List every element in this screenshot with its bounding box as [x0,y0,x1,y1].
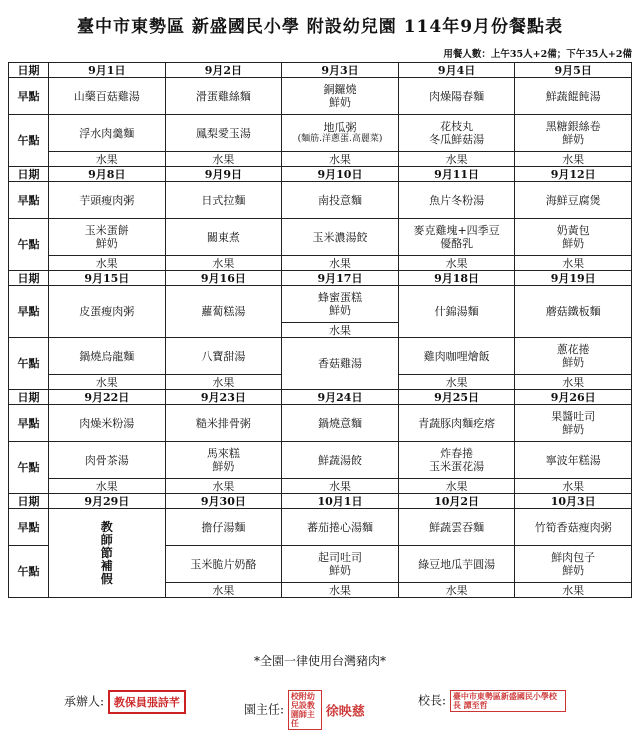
morning-item [515,405,632,442]
lunch-item-line: 奶黃包 [556,224,590,237]
date-cell: 9月1日 [49,63,166,78]
lunch-item [49,219,166,256]
morning-row [9,286,632,323]
morning-item-line: 南投意麵 [317,193,362,207]
morning-item-line: 皮蛋瘦肉粥 [79,305,135,318]
lunch-item-line: 綠豆地瓜芋圓湯 [418,557,496,571]
fruit-cell: 水果 [515,583,632,598]
lunch-row [9,338,632,375]
fruit-cell: 水果 [49,152,166,167]
row-label: 早點 [9,509,49,546]
date-cell: 9月12日 [515,167,632,182]
holiday-char: 師 [100,532,113,547]
holiday-char: 補 [100,558,113,573]
menu-table [8,62,632,598]
date-cell: 9月19日 [515,271,632,286]
lunch-item-line: 鮮奶 [562,133,585,146]
fruit-cell: 水果 [282,583,399,598]
morning-item [282,405,399,442]
fruit-cell: 水果 [49,479,166,494]
date-cell: 9月24日 [282,390,399,405]
lunch-item [282,546,399,583]
row-label: 午點 [9,115,49,167]
lunch-item-line: 玉米濃湯餃 [312,230,368,244]
lunch-item [515,115,632,152]
handler-label: 承辦人: [64,694,105,709]
morning-item [282,286,399,323]
morning-item-line: 肉燥陽春麵 [429,89,485,103]
fruit-cell: 水果 [398,256,515,271]
morning-item [282,182,399,219]
lunch-item [282,338,399,390]
date-cell: 9月3日 [282,63,399,78]
fruit-cell: 水果 [165,375,282,390]
lunch-item [165,338,282,375]
morning-item-line: 蕃茄捲心湯麵 [306,520,373,534]
fruit-cell: 水果 [398,375,515,390]
lunch-item [515,338,632,375]
lunch-item-line: 起司吐司 [317,551,362,564]
date-row [9,271,632,286]
row-label: 日期 [9,167,49,182]
diners-count: 用餐人數：上午35人+2備；下午35人+2備 [443,49,632,60]
row-label: 午點 [9,546,49,598]
morning-item-line: 蜂蜜蛋糕 [317,291,362,304]
pork-note: *全園一律使用台灣豬肉* [253,654,386,668]
morning-item-line: 蘑菇鐵板麵 [545,305,601,318]
morning-item-line: 蘿蔔糕湯 [201,305,246,318]
morning-item [398,509,515,546]
document-title: 臺中市東勢區 新盛國民小學 附設幼兒園 114年9月份餐點表 [76,17,564,37]
morning-item [398,182,515,219]
morning-item [398,405,515,442]
lunch-item-line: 玉米蛋花湯 [429,460,485,473]
lunch-item-line: 麥克雞塊+四季豆 [413,224,500,237]
fruit-cell: 水果 [49,256,166,271]
lunch-item-line: 黑糖銀絲卷 [545,120,601,133]
lunch-row [9,442,632,479]
lunch-item [515,442,632,479]
director-label: 園主任: [244,702,285,717]
lunch-item [515,546,632,583]
lunch-item-line: 鮮奶 [212,460,235,473]
lunch-item-line: 鮮蔬湯餃 [317,453,362,467]
lunch-item-line: 鮮奶 [95,237,118,250]
lunch-item-line: 香菇雞湯 [317,357,362,370]
lunch-item [282,442,399,479]
lunch-item-line: 玉米脆片奶酪 [190,557,257,571]
date-cell: 9月22日 [49,390,166,405]
lunch-item-line: 肉骨茶湯 [84,453,129,467]
morning-item [49,78,166,115]
morning-item [515,509,632,546]
date-cell: 10月2日 [398,494,515,509]
row-label: 日期 [9,63,49,78]
morning-item [165,286,282,338]
date-cell: 9月15日 [49,271,166,286]
date-cell: 9月10日 [282,167,399,182]
morning-item [49,405,166,442]
lunch-item-line: 花枝丸 [440,120,474,133]
morning-item-line: 鮮奶 [328,96,351,109]
fruit-cell: 水果 [282,323,399,338]
morning-item-line: 魚片冬粉湯 [429,193,485,207]
morning-item-line: 鍋燒意麵 [317,416,362,430]
director-stamp-name: 徐映慈 [325,704,365,720]
principal-signature [418,690,566,712]
lunch-item-line: 鮮奶 [328,564,351,577]
date-cell: 9月17日 [282,271,399,286]
date-cell: 9月9日 [165,167,282,182]
morning-item [515,78,632,115]
lunch-item-line: 鮮奶 [562,237,585,250]
date-cell: 9月2日 [165,63,282,78]
lunch-item-line: 鮮奶 [562,564,585,577]
date-cell: 9月29日 [49,494,166,509]
lunch-item-line: 鮮肉包子 [551,551,596,564]
lunch-item-line: 炸春捲 [440,447,474,460]
lunch-item-line: 鍋燒烏龍麵 [79,349,135,363]
principal-stamp: 臺中市東勢區新盛國民小學校長 譚至哲 [450,690,566,712]
morning-item-line: 糙米排骨粥 [195,416,251,430]
lunch-item [165,219,282,256]
morning-item [165,182,282,219]
lunch-item [165,442,282,479]
lunch-item [398,338,515,375]
morning-row [9,78,632,115]
lunch-item [398,115,515,152]
lunch-item-line: 寧波年糕湯 [545,453,601,467]
fruit-row [9,256,632,271]
fruit-cell: 水果 [282,256,399,271]
morning-item-line: 鮮蔬雲吞麵 [429,520,485,534]
holiday-char: 假 [100,571,113,586]
lunch-item-line: 優酪乳 [440,237,474,250]
morning-item-line: 果醬吐司 [551,410,596,423]
date-row [9,63,632,78]
lunch-item [398,546,515,583]
morning-item [282,78,399,115]
holiday-char: 教 [100,519,113,534]
date-cell: 10月1日 [282,494,399,509]
date-row [9,167,632,182]
morning-item [49,182,166,219]
morning-item-line: 鮮奶 [562,423,585,436]
director-signature [244,690,365,730]
fruit-cell: 水果 [49,375,166,390]
date-row [9,390,632,405]
fruit-cell: 水果 [165,479,282,494]
lunch-item-line: (麵筋.洋蔥蛋.高麗菜) [297,134,383,144]
morning-item-line: 擔仔湯麵 [201,520,246,534]
lunch-item-line: 浮水肉羹麵 [79,126,135,140]
teachers-day-holiday [49,509,166,598]
row-label: 早點 [9,78,49,115]
morning-item-line: 山藥百菇雞湯 [73,89,140,103]
date-cell: 9月4日 [398,63,515,78]
lunch-item-line: 地瓜粥 [323,121,357,134]
row-label: 日期 [9,390,49,405]
fruit-cell: 水果 [398,583,515,598]
fruit-row [9,152,632,167]
morning-row [9,405,632,442]
holiday-char: 節 [100,545,113,560]
row-label: 早點 [9,182,49,219]
morning-item-line: 日式拉麵 [201,193,246,207]
director-stamp-small: 校附幼兒設教園師主任 [288,690,322,730]
lunch-item [515,219,632,256]
handler-stamp: 教保員張詩芊 [108,690,186,714]
lunch-item-line: 鮮奶 [562,356,585,369]
morning-item [515,182,632,219]
lunch-item [282,219,399,256]
principal-label: 校長: [418,693,447,708]
fruit-cell: 水果 [398,152,515,167]
fruit-row [9,479,632,494]
row-label: 午點 [9,219,49,271]
date-cell: 9月16日 [165,271,282,286]
morning-item [49,286,166,338]
lunch-item-line: 玉米蛋餅 [84,224,129,237]
fruit-cell: 水果 [282,152,399,167]
morning-item-line: 芋頭瘦肉粥 [79,193,135,207]
date-cell: 9月8日 [49,167,166,182]
morning-item [165,509,282,546]
date-cell: 9月30日 [165,494,282,509]
fruit-cell: 水果 [165,152,282,167]
handler-signature [64,690,186,714]
fruit-cell: 水果 [515,375,632,390]
morning-item-line: 什錦湯麵 [434,305,479,318]
date-cell: 9月18日 [398,271,515,286]
lunch-item [165,115,282,152]
row-label: 早點 [9,405,49,442]
morning-item [165,78,282,115]
lunch-item-line: 雞肉咖哩燴飯 [423,349,490,363]
date-cell: 9月5日 [515,63,632,78]
morning-item [515,286,632,338]
lunch-row [9,115,632,152]
morning-item [398,78,515,115]
morning-item-line: 肉燥米粉湯 [79,416,135,430]
fruit-cell: 水果 [165,583,282,598]
lunch-item-line: 馬來糕 [206,447,240,460]
lunch-item [398,442,515,479]
date-cell: 10月3日 [515,494,632,509]
date-cell: 9月11日 [398,167,515,182]
morning-item-line: 銅鑼燒 [323,83,357,96]
morning-item [398,286,515,338]
lunch-item-line: 冬瓜鮮菇湯 [429,133,485,146]
morning-item-line: 滑蛋雞絲麵 [195,89,251,103]
row-label: 午點 [9,338,49,390]
morning-item-line: 鮮蔬餛飩湯 [545,89,601,103]
lunch-item [49,442,166,479]
lunch-item-line: 鳳梨愛玉湯 [195,126,251,140]
morning-item-line: 竹筍香菇瘦肉粥 [534,520,612,534]
fruit-cell: 水果 [515,479,632,494]
morning-item [282,509,399,546]
fruit-cell: 水果 [515,256,632,271]
row-label: 日期 [9,271,49,286]
lunch-item [165,546,282,583]
fruit-cell: 水果 [165,256,282,271]
row-label: 日期 [9,494,49,509]
lunch-row [9,219,632,256]
row-label: 午點 [9,442,49,494]
lunch-item [398,219,515,256]
lunch-item-line: 八寶甜湯 [201,349,246,363]
fruit-cell: 水果 [515,152,632,167]
date-cell: 9月26日 [515,390,632,405]
lunch-item-line: 蔥花捲 [556,343,590,356]
lunch-item [282,115,399,152]
lunch-item [49,115,166,152]
lunch-item [49,338,166,375]
fruit-cell: 水果 [282,479,399,494]
morning-item-line: 鮮奶 [328,304,351,317]
morning-item [165,405,282,442]
row-label: 早點 [9,286,49,338]
morning-item-line: 青蔬豚肉麵疙瘩 [418,416,496,430]
fruit-cell: 水果 [398,479,515,494]
date-cell: 9月25日 [398,390,515,405]
morning-row [9,509,632,546]
morning-row [9,182,632,219]
date-cell: 9月23日 [165,390,282,405]
lunch-item-line: 關東煮 [206,230,240,244]
date-row [9,494,632,509]
morning-item-line: 海鮮豆腐煲 [545,193,601,207]
